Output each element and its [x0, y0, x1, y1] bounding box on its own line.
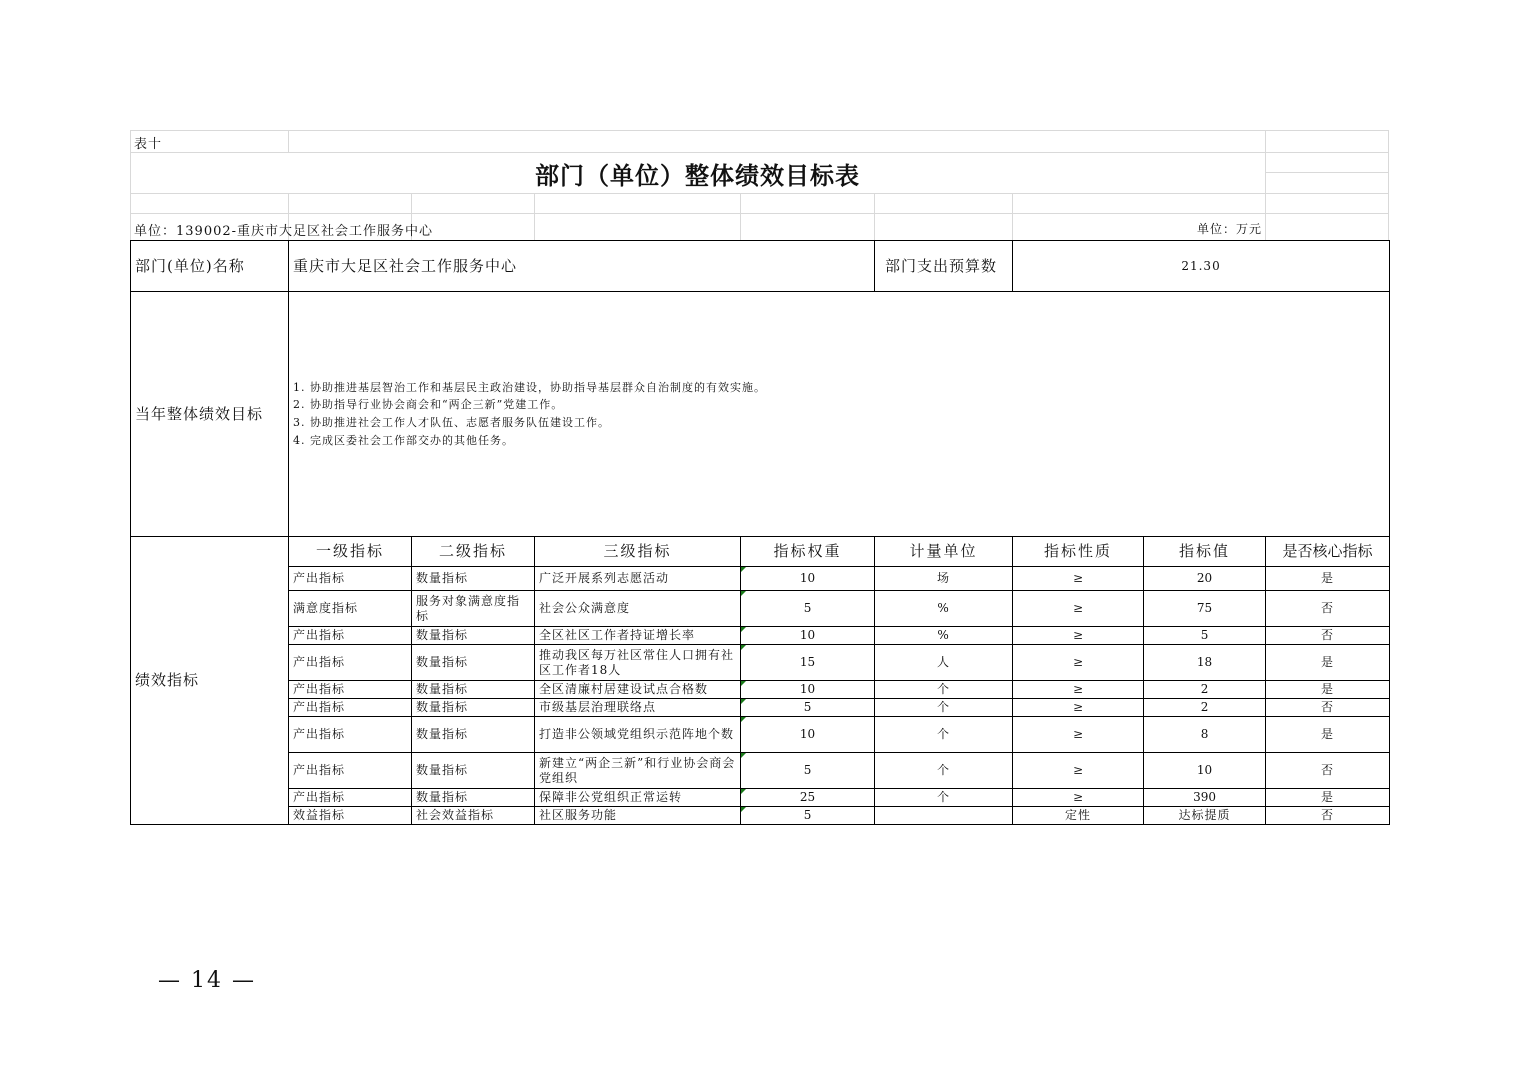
table-row — [131, 753, 1390, 789]
table-row — [131, 591, 1390, 627]
dept-name-value: 重庆市大足区社会工作服务中心 — [289, 241, 875, 292]
gridline — [1388, 130, 1389, 240]
unit-cell: 个 — [875, 699, 1013, 717]
level3-cell: 广泛开展系列志愿活动 — [535, 567, 741, 591]
level3-cell: 保障非公党组织正常运转 — [535, 789, 741, 807]
table-label: 表十 — [134, 137, 163, 152]
level3-cell: 新建立“两企三新”和行业协会商会党组织 — [535, 753, 741, 789]
page-title: 部门（单位）整体绩效目标表 — [535, 161, 860, 190]
dept-name-label: 部门(单位)名称 — [131, 241, 289, 292]
column-header: 二级指标 — [412, 537, 535, 567]
budget-label: 部门支出预算数 — [875, 241, 1013, 292]
level3-cell: 打造非公领域党组织示范阵地个数 — [535, 717, 741, 753]
value-cell: 18 — [1144, 645, 1266, 681]
level1-cell: 产出指标 — [289, 645, 412, 681]
unit-left: 单位：139002-重庆市大足区社会工作服务中心 — [134, 224, 434, 239]
weight-cell: 5 — [741, 807, 875, 825]
column-header: 一级指标 — [289, 537, 412, 567]
header-row — [131, 241, 1390, 292]
goal-line: 3. 协助推进社会工作人才队伍、志愿者服务队伍建设工作。 — [293, 416, 610, 429]
goals-label: 当年整体绩效目标 — [131, 292, 289, 537]
gridline — [874, 193, 875, 240]
table-row — [131, 681, 1390, 699]
level1-cell: 产出指标 — [289, 567, 412, 591]
level3-cell: 市级基层治理联络点 — [535, 699, 741, 717]
unit-cell: 个 — [875, 789, 1013, 807]
level2-cell: 服务对象满意度指标 — [412, 591, 535, 627]
nature-cell: ≥ — [1013, 789, 1144, 807]
unit-cell: 个 — [875, 681, 1013, 699]
level2-cell: 数量指标 — [412, 717, 535, 753]
column-header: 指标值 — [1144, 537, 1266, 567]
column-header: 三级指标 — [535, 537, 741, 567]
value-cell: 5 — [1144, 627, 1266, 645]
column-header: 指标权重 — [741, 537, 875, 567]
value-cell: 390 — [1144, 789, 1266, 807]
table-row — [131, 807, 1390, 825]
budget-value: 21.30 — [1013, 241, 1390, 292]
gridline — [1265, 130, 1266, 240]
weight-cell: 5 — [741, 591, 875, 627]
weight-cell: 15 — [741, 645, 875, 681]
unit-cell: 个 — [875, 753, 1013, 789]
weight-cell: 25 — [741, 789, 875, 807]
goal-line: 2. 协助指导行业协会商会和“两企三新”党建工作。 — [293, 398, 564, 412]
table-row — [131, 699, 1390, 717]
unit-cell: % — [875, 591, 1013, 627]
level2-cell: 数量指标 — [412, 567, 535, 591]
core-cell: 是 — [1266, 681, 1390, 699]
level1-cell: 产出指标 — [289, 789, 412, 807]
gridline — [130, 213, 1389, 214]
level1-cell: 产出指标 — [289, 699, 412, 717]
gridline — [130, 130, 1389, 131]
core-cell: 否 — [1266, 807, 1390, 825]
gridline — [740, 193, 741, 240]
nature-cell: ≥ — [1013, 717, 1144, 753]
value-cell: 2 — [1144, 699, 1266, 717]
level2-cell: 数量指标 — [412, 681, 535, 699]
level2-cell: 数量指标 — [412, 789, 535, 807]
column-header: 是否核心指标 — [1266, 537, 1390, 567]
value-cell: 2 — [1144, 681, 1266, 699]
level2-cell: 社会效益指标 — [412, 807, 535, 825]
level1-cell: 产出指标 — [289, 717, 412, 753]
value-cell: 20 — [1144, 567, 1266, 591]
unit-right: 单位：万元 — [1196, 222, 1262, 236]
nature-cell: ≥ — [1013, 627, 1144, 645]
level1-cell: 产出指标 — [289, 681, 412, 699]
weight-cell: 5 — [741, 753, 875, 789]
nature-cell: ≥ — [1013, 753, 1144, 789]
table-row — [131, 645, 1390, 681]
core-cell: 否 — [1266, 627, 1390, 645]
core-cell: 否 — [1266, 699, 1390, 717]
indicators-label: 绩效指标 — [131, 537, 289, 825]
table-row — [131, 717, 1390, 753]
weight-cell: 10 — [741, 717, 875, 753]
level1-cell: 产出指标 — [289, 753, 412, 789]
level1-cell: 满意度指标 — [289, 591, 412, 627]
level2-cell: 数量指标 — [412, 627, 535, 645]
core-cell: 是 — [1266, 789, 1390, 807]
unit-cell: 个 — [875, 717, 1013, 753]
gridline — [288, 130, 289, 152]
weight-cell: 5 — [741, 699, 875, 717]
page-number: — 14 — — [158, 968, 256, 993]
unit-cell: 场 — [875, 567, 1013, 591]
gridline — [534, 193, 535, 240]
goal-line: 4. 完成区委社会工作部交办的其他任务。 — [293, 433, 514, 447]
table-row — [131, 567, 1390, 591]
gridline — [130, 193, 1389, 194]
column-header-row — [131, 537, 1390, 567]
nature-cell: ≥ — [1013, 567, 1144, 591]
core-cell: 否 — [1266, 591, 1390, 627]
gridline — [130, 152, 1389, 153]
unit-cell: % — [875, 627, 1013, 645]
value-cell: 75 — [1144, 591, 1266, 627]
level2-cell: 数量指标 — [412, 645, 535, 681]
gridline — [1265, 172, 1389, 173]
value-cell: 8 — [1144, 717, 1266, 753]
level3-cell: 全区清廉村居建设试点合格数 — [535, 681, 741, 699]
level3-cell: 全区社区工作者持证增长率 — [535, 627, 741, 645]
goal-line: 1. 协助推进基层智治工作和基层民主政治建设，协助指导基层群众自治制度的有效实施。 — [293, 380, 766, 394]
core-cell: 否 — [1266, 753, 1390, 789]
level2-cell: 数量指标 — [412, 753, 535, 789]
level1-cell: 效益指标 — [289, 807, 412, 825]
nature-cell: 定性 — [1013, 807, 1144, 825]
level3-cell: 社区服务功能 — [535, 807, 741, 825]
nature-cell: ≥ — [1013, 645, 1144, 681]
unit-cell: 人 — [875, 645, 1013, 681]
table-row — [131, 789, 1390, 807]
level3-cell: 推动我区每万社区常住人口拥有社区工作者18人 — [535, 645, 741, 681]
table-row — [131, 627, 1390, 645]
level2-cell: 数量指标 — [412, 699, 535, 717]
weight-cell: 10 — [741, 567, 875, 591]
core-cell: 是 — [1266, 645, 1390, 681]
nature-cell: ≥ — [1013, 699, 1144, 717]
value-cell: 10 — [1144, 753, 1266, 789]
level1-cell: 产出指标 — [289, 627, 412, 645]
goals-text — [289, 292, 1390, 537]
level3-cell: 社会公众满意度 — [535, 591, 741, 627]
column-header: 计量单位 — [875, 537, 1013, 567]
core-cell: 是 — [1266, 567, 1390, 591]
unit-cell — [875, 807, 1013, 825]
goals-row — [131, 292, 1390, 537]
performance-table — [130, 240, 1390, 825]
column-header: 指标性质 — [1013, 537, 1144, 567]
weight-cell: 10 — [741, 627, 875, 645]
nature-cell: ≥ — [1013, 591, 1144, 627]
weight-cell: 10 — [741, 681, 875, 699]
value-cell: 达标提质 — [1144, 807, 1266, 825]
core-cell: 是 — [1266, 717, 1390, 753]
nature-cell: ≥ — [1013, 681, 1144, 699]
gridline — [1012, 193, 1013, 240]
